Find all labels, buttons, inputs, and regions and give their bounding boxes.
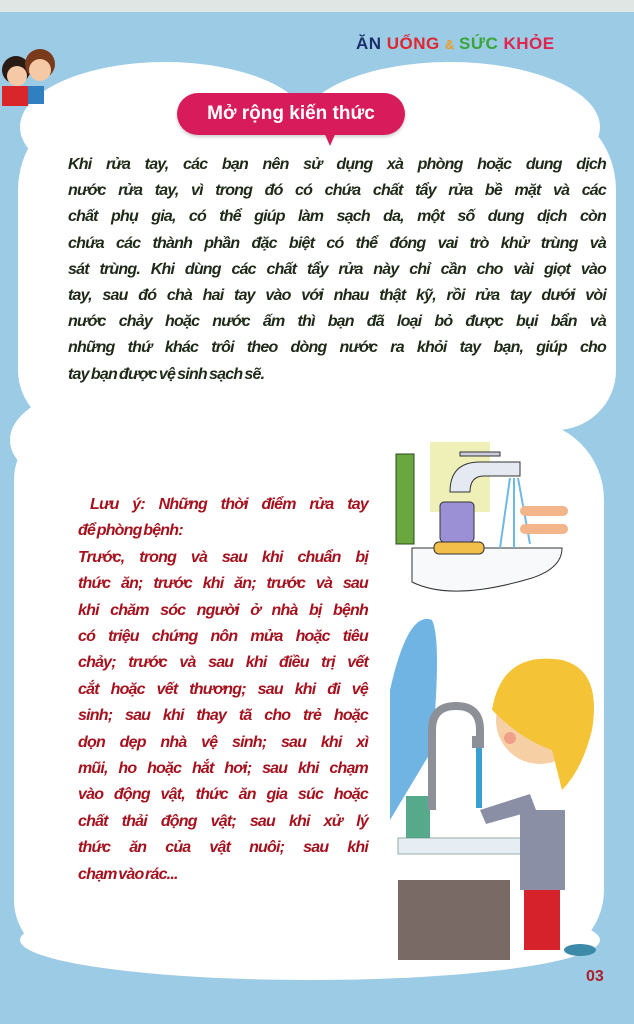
text-line: Trước, trong và sau khi chuẩn bị <box>78 548 368 566</box>
text-line: sinh; sau khi thay tã cho trẻ hoặc <box>78 707 368 725</box>
text-line: những thứ khác trôi theo dòng nước ra khỏi tay bạn, giúp cho <box>68 339 606 357</box>
text-line: Lưu ý: Những thời điểm rửa tay <box>90 496 368 513</box>
title-part: KHỎE <box>503 34 555 53</box>
text-line: chất phụ gia, có thể giúp làm sạch da, một số dung dịch còn <box>68 208 606 226</box>
text-line: chất thải động vật; sau khi xử lý <box>78 812 368 830</box>
text-line: tay bạn được vệ sinh sạch sẽ. <box>68 365 265 383</box>
note-paragraph <box>78 492 368 888</box>
text-line: chảy; trước và sau khi điều trị vết <box>78 654 368 672</box>
title-part: ĂN <box>356 34 387 53</box>
text-line: vào động vật, thức ăn gia súc hoặc <box>78 786 368 804</box>
text-line: thức ăn; trước khi ăn; trước và sau <box>78 575 368 593</box>
text-line: nước rửa tay, vì trong đó có chứa chất tẩy rửa bề mặt và các <box>68 182 606 200</box>
text-line: tay, sau đó chà hai tay vào với nhau thật kỹ, rồi rửa tay dưới vòi <box>68 287 606 305</box>
text-line: dọn dẹp nhà vệ sinh; sau khi xì <box>78 733 368 751</box>
badge-tail <box>323 130 337 146</box>
section-title <box>356 34 555 54</box>
text-line: chạm vào rác... <box>78 865 178 883</box>
text-line: để phòng bệnh: <box>78 522 183 540</box>
title-part: & <box>445 37 460 52</box>
handwashing-sink-illustration <box>390 432 570 592</box>
text-line: sát trùng. Khi dùng các chất tẩy rửa này chỉ cần cho vài giọt vào <box>68 260 606 278</box>
text-line: thức ăn của vật nuôi; sau khi <box>78 839 368 857</box>
expand-knowledge-badge: Mở rộng kiến thức <box>177 93 405 135</box>
text-line: Khi rửa tay, các bạn nên sử dụng xà phòng hoặc dung dịch <box>68 156 606 173</box>
text-line: chứa các thành phần đặc biệt có thể đóng vai trò khử trùng và <box>68 234 606 252</box>
cloud-bump <box>10 380 270 500</box>
title-part: UỐNG <box>386 34 446 53</box>
title-part: SỨC <box>459 34 504 53</box>
text-line: cắt hoặc vết thương; sau khi đi vệ <box>78 680 368 698</box>
text-line: nước chảy hoặc nước ấm thì bạn đã loại bỏ được bụi bẩn và <box>68 313 606 331</box>
intro-paragraph <box>68 152 606 388</box>
text-line: mũi, ho hoặc hắt hơi; sau khi chạm <box>78 760 368 778</box>
boy-washing-hands-illustration <box>380 610 620 960</box>
text-line: khi chăm sóc người ở nhà bị bệnh <box>78 601 368 619</box>
page-top-edge <box>0 0 634 12</box>
text-line: có triệu chứng nôn mửa hoặc tiêu <box>78 628 368 646</box>
kids-reading-icon <box>0 40 64 120</box>
page-number: 03 <box>586 968 604 985</box>
